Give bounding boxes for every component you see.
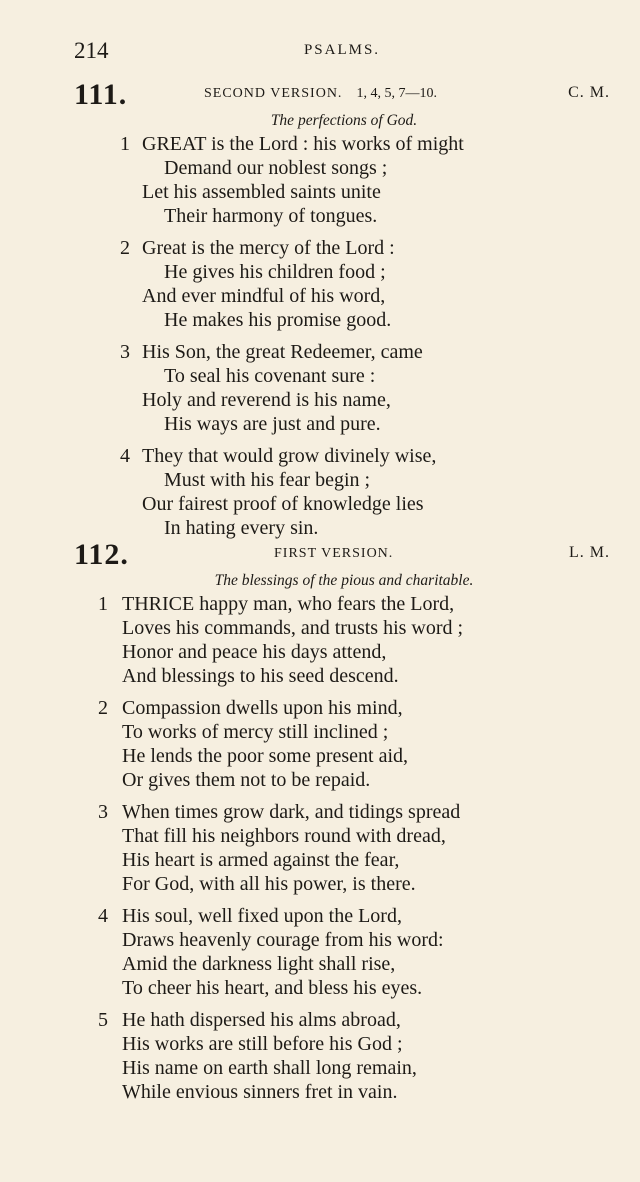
psalm-subtitle: The perfections of God. bbox=[270, 112, 418, 129]
verse-line: And blessings to his seed descend. bbox=[122, 665, 399, 687]
verse-line: Let his assembled saints unite bbox=[142, 181, 381, 203]
stanza bbox=[74, 132, 614, 228]
stanza-number: 2 bbox=[98, 697, 108, 719]
stanza-number: 1 bbox=[120, 133, 130, 155]
stanza bbox=[74, 800, 614, 896]
verse-line: To cheer his heart, and bless his eyes. bbox=[122, 977, 423, 999]
stanza-number: 4 bbox=[98, 905, 108, 927]
verse-line: His name on earth shall long remain, bbox=[122, 1057, 417, 1079]
psalm-subtitle: The blessings of the pious and charitable. bbox=[214, 572, 474, 589]
version-name: FIRST VERSION. bbox=[274, 546, 394, 561]
verse-line: Draws heavenly courage from his word: bbox=[122, 929, 444, 951]
stanza-number: 1 bbox=[98, 593, 108, 615]
verse-line: Compassion dwells upon his mind, bbox=[122, 697, 403, 719]
verse-line: Our fairest proof of knowledge lies bbox=[142, 493, 424, 515]
psalm-header bbox=[74, 78, 614, 111]
verse-line: Or gives them not to be repaid. bbox=[122, 769, 371, 791]
stanza-number: 3 bbox=[98, 801, 108, 823]
stanza-number: 5 bbox=[98, 1009, 108, 1031]
verse-line: Holy and reverend is his name, bbox=[142, 389, 391, 411]
stanza bbox=[74, 236, 614, 332]
verse-line: He hath dispersed his alms abroad, bbox=[122, 1009, 401, 1031]
stanza bbox=[74, 340, 614, 436]
verse-line: That fill his neighbors round with dread, bbox=[122, 825, 446, 847]
stanza bbox=[74, 444, 614, 540]
stanza-number: 3 bbox=[120, 341, 130, 363]
stanza bbox=[74, 1008, 614, 1104]
version-verses: 1, 4, 5, 7—10. bbox=[356, 86, 437, 101]
verse-line: He makes his promise good. bbox=[164, 309, 392, 331]
verse-line: Must with his fear begin ; bbox=[164, 469, 371, 491]
verse-line: To works of mercy still inclined ; bbox=[122, 721, 389, 743]
psalm-number: 112. bbox=[74, 538, 129, 571]
verse-line: THRICE happy man, who fears the Lord, bbox=[122, 593, 455, 615]
psalm-112 bbox=[74, 538, 614, 1112]
psalm-111 bbox=[74, 78, 614, 548]
verse-line: In hating every sin. bbox=[164, 517, 319, 539]
running-head bbox=[74, 38, 610, 62]
verse-line: His soul, well fixed upon the Lord, bbox=[122, 905, 402, 927]
verse-line: Their harmony of tongues. bbox=[164, 205, 378, 227]
verse-line: While envious sinners fret in vain. bbox=[122, 1081, 398, 1103]
version-title bbox=[204, 86, 437, 102]
verse-line: Amid the darkness light shall rise, bbox=[122, 953, 396, 975]
stanza bbox=[74, 592, 614, 688]
verse-line: He gives his children food ; bbox=[164, 261, 386, 283]
psalm-meter: L. M. bbox=[569, 544, 610, 561]
running-title: PSALMS. bbox=[303, 42, 381, 58]
verse-line: Honor and peace his days attend, bbox=[122, 641, 387, 663]
stanza bbox=[74, 696, 614, 792]
verse-line: He lends the poor some present aid, bbox=[122, 745, 409, 767]
stanza-number: 2 bbox=[120, 237, 130, 259]
verse-line: Great is the mercy of the Lord : bbox=[142, 237, 395, 259]
verse-line: Demand our noblest songs ; bbox=[164, 157, 388, 179]
version-name: SECOND VERSION. bbox=[204, 86, 343, 101]
verse-line: GREAT is the Lord : his works of might bbox=[142, 133, 464, 155]
version-title bbox=[274, 546, 393, 562]
psalm-number: 111. bbox=[74, 78, 128, 111]
psalm-header bbox=[74, 538, 614, 571]
verse-line: They that would grow divinely wise, bbox=[142, 445, 437, 467]
verse-line: When times grow dark, and tidings spread bbox=[122, 801, 461, 823]
verse-line: And ever mindful of his word, bbox=[142, 285, 386, 307]
verse-line: Loves his commands, and trusts his word ; bbox=[122, 617, 464, 639]
verse-line: His Son, the great Redeemer, came bbox=[142, 341, 423, 363]
verse-line: For God, with all his power, is there. bbox=[122, 873, 416, 895]
verse-line: His works are still before his God ; bbox=[122, 1033, 403, 1055]
stanza bbox=[74, 904, 614, 1000]
verse-line: To seal his covenant sure : bbox=[164, 365, 376, 387]
psalm-meter: C. M. bbox=[568, 84, 610, 101]
verse-line: His ways are just and pure. bbox=[164, 413, 381, 435]
verse-line: His heart is armed against the fear, bbox=[122, 849, 400, 871]
stanza-number: 4 bbox=[120, 445, 130, 467]
page-number: 214 bbox=[74, 38, 109, 63]
